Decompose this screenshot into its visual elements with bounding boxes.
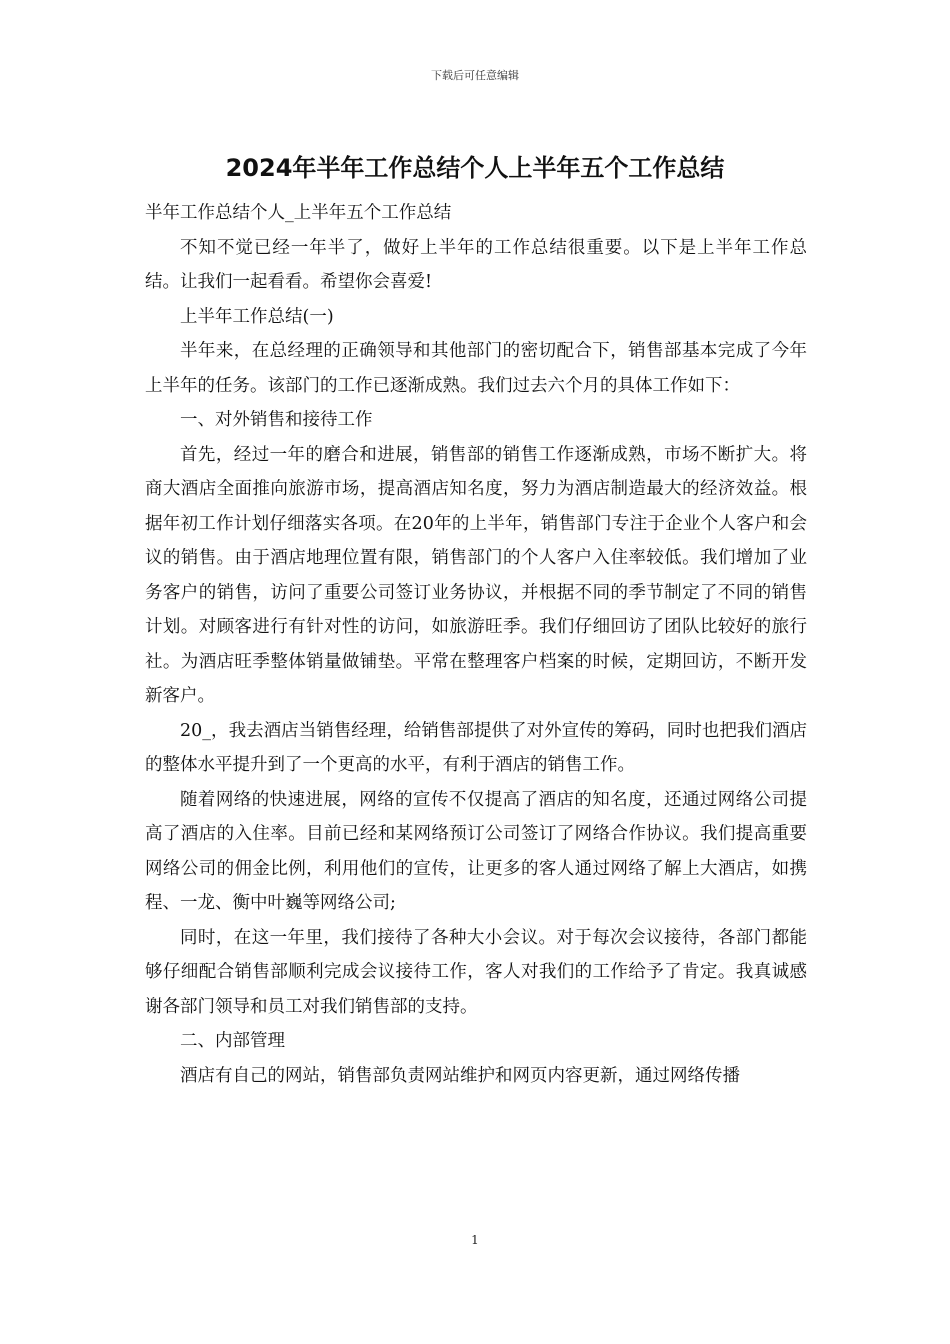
section-heading-external-sales: 一、对外销售和接待工作	[180, 410, 373, 430]
header-note: 下载后可任意编辑	[431, 69, 519, 82]
page-number: 1	[471, 1233, 479, 1247]
document-title: 2024年半年工作总结个人上半年五个工作总结	[225, 154, 725, 182]
paragraph-intro: 不知不觉已经一年半了，做好上半年的工作总结很重要。以下是上半年工作总结。让我们一起看看。希望你会喜爱!	[145, 237, 807, 292]
paragraph-sales-manager: 20_，我去酒店当销售经理，给销售部提供了对外宣传的筹码，同时也把我们酒店的整体水平提升到了一个更高的水平，有利于酒店的销售工作。	[145, 720, 807, 775]
paragraph-sales-work: 首先，经过一年的磨合和进展，销售部的销售工作逐渐成熟，市场不断扩大。将商大酒店全面推向旅游市场，提高酒店知名度，努力为酒店制造最大的经济效益。根据年初工作计划仔细落实各项。在20年的上半年，销售部门专注于企业个人客户和会议的销售。由于酒店地理位置有限，销售部门的个人客户入住率较低。我们增加了业务客户的销售，访问了重要公司签订业务协议，并根据不同的季节制定了不同的销售计划。对顾客进行有针对性的访问，如旅游旺季。我们仔细回访了团队比较好的旅行社。为酒店旺季整体销量做铺垫。平常在整理客户档案的时候，定期回访，不断开发新客户。	[145, 444, 807, 706]
paragraph-website: 酒店有自己的网站，销售部负责网站维护和网页内容更新，通过网络传播	[180, 1065, 740, 1086]
paragraph-meetings: 同时，在这一年里，我们接待了各种大小会议。对于每次会议接待，各部门都能够仔细配合销售部顺利完成会议接待工作，客人对我们的工作给予了肯定。我真诚感谢各部门领导和员工对我们销售部的支持。	[145, 927, 807, 1017]
section-heading-internal-management: 二、内部管理	[180, 1031, 285, 1051]
paragraph-online-promotion: 随着网络的快速进展，网络的宣传不仅提高了酒店的知名度，还通过网络公司提高了酒店的入住率。目前已经和某网络预订公司签订了网络合作协议。我们提高重要网络公司的佣金比例，利用他们的宣传，让更多的客人通过网络了解上大酒店，如携程、一龙、衡中叶巍等网络公司;	[145, 789, 807, 913]
paragraph-overview: 半年来，在总经理的正确领导和其他部门的密切配合下，销售部基本完成了今年上半年的任务。该部门的工作已逐渐成熟。我们过去六个月的具体工作如下：	[145, 341, 807, 396]
document-subtitle: 半年工作总结个人_上半年五个工作总结	[145, 203, 452, 223]
document-body	[145, 196, 807, 1093]
section-heading-summary-one: 上半年工作总结(一)	[180, 306, 334, 327]
